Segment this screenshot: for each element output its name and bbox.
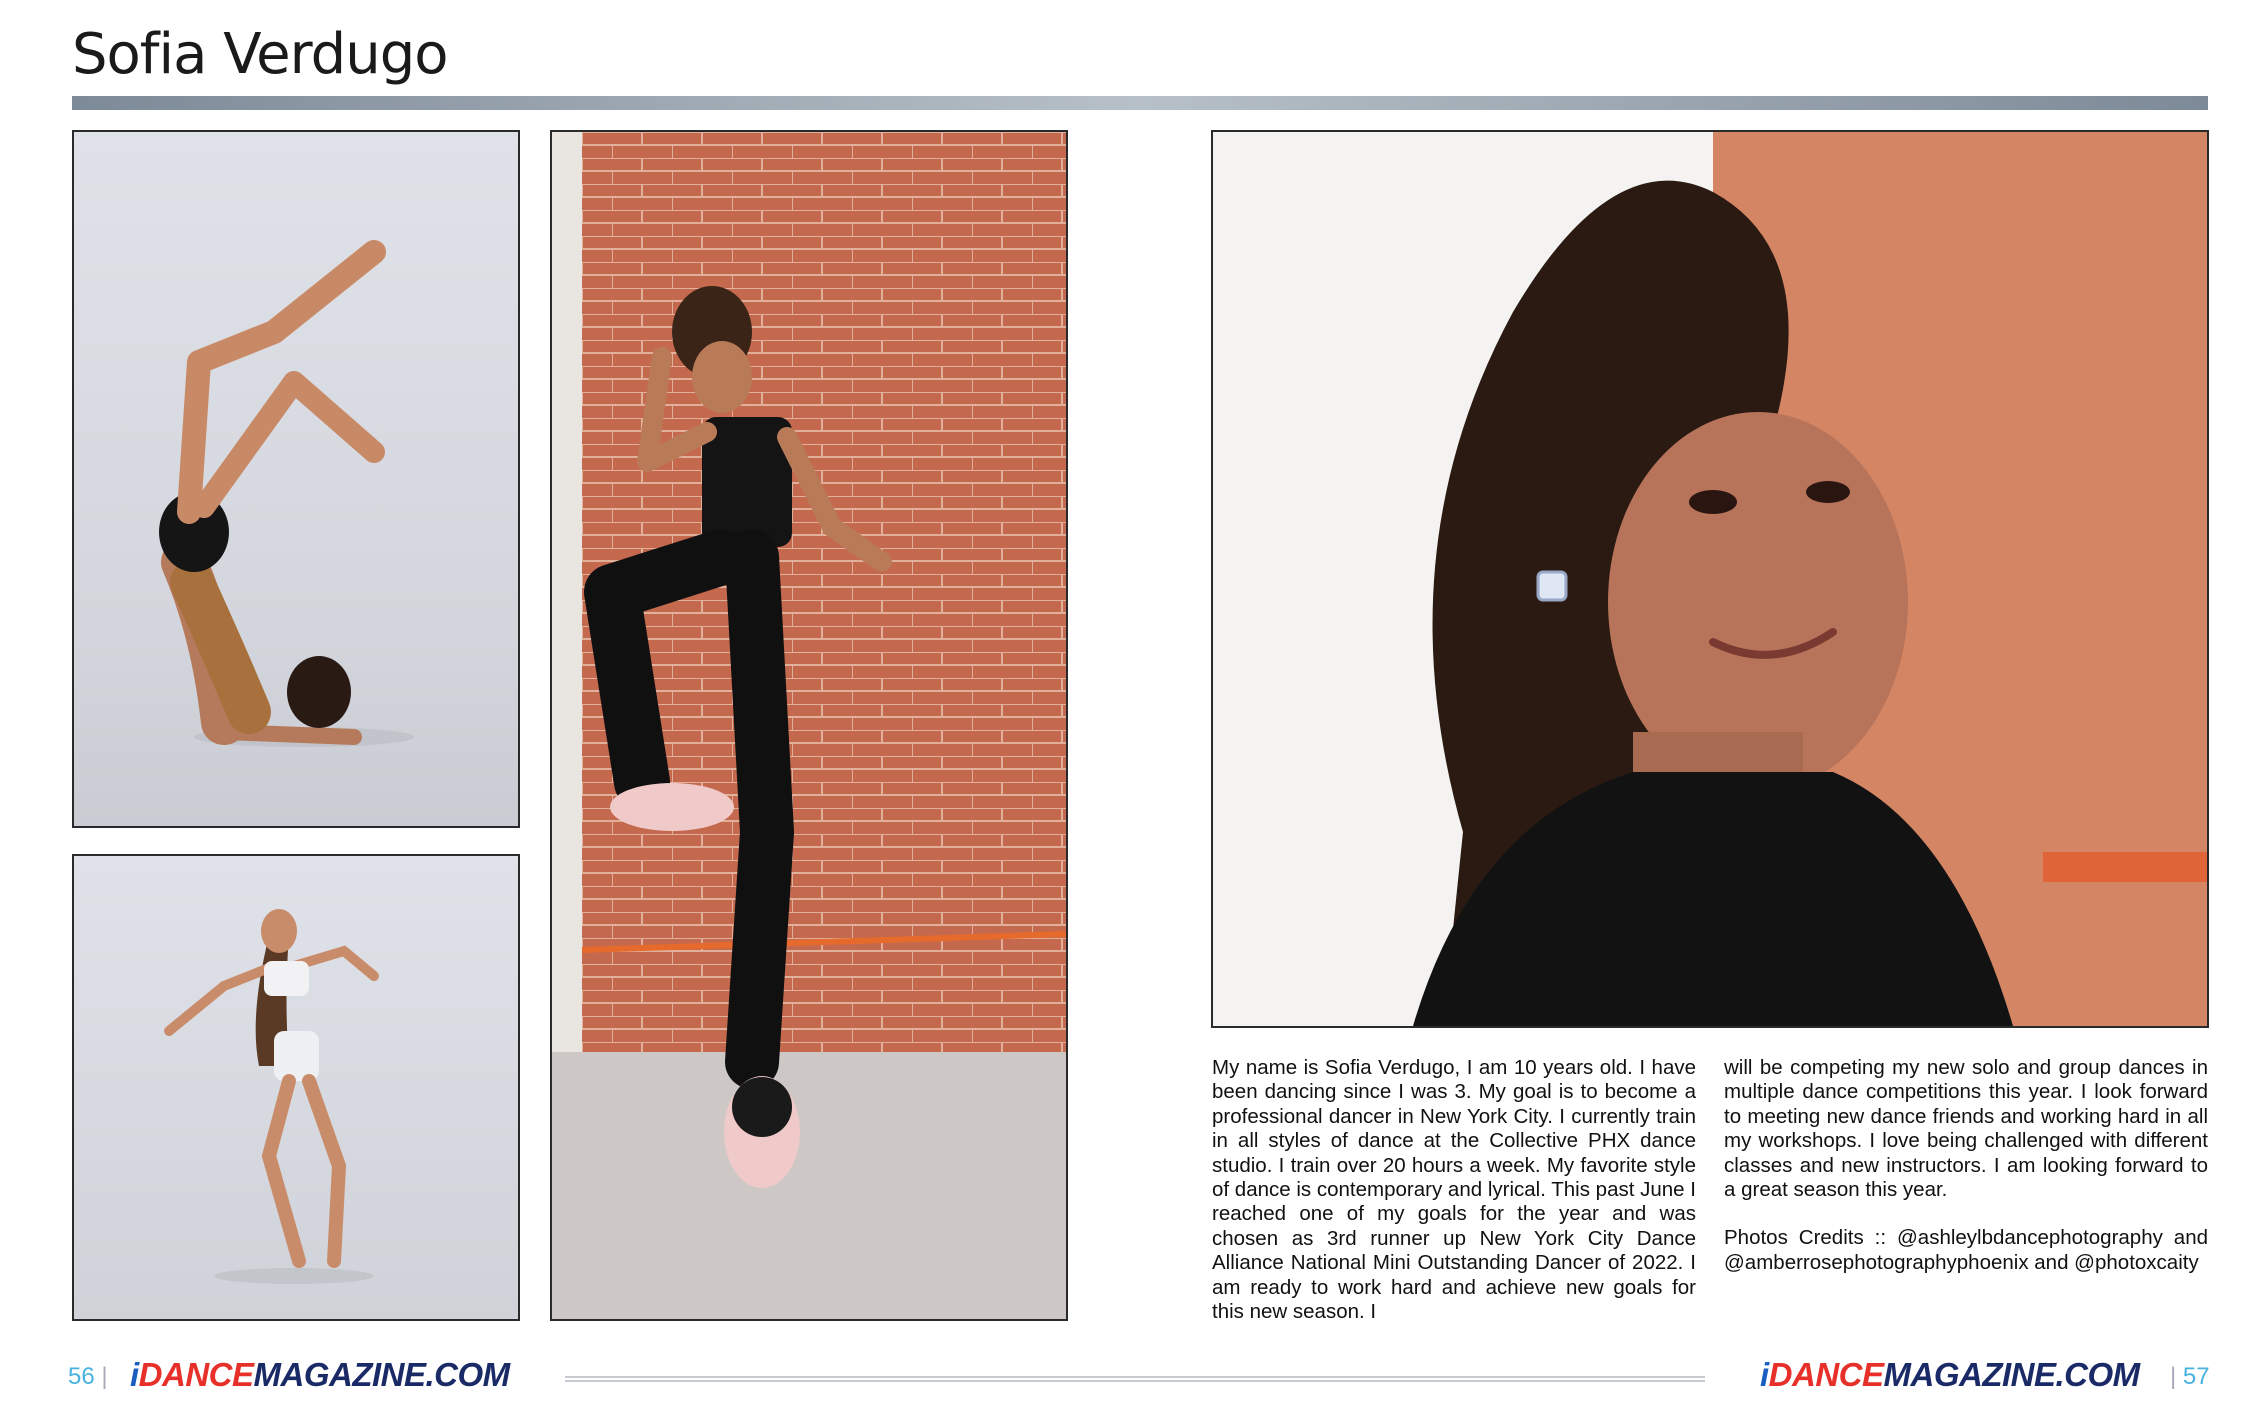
- page-number-value: 57: [2182, 1363, 2210, 1390]
- article-column-2: [1724, 1056, 2208, 1299]
- page-number-value: 56: [68, 1363, 95, 1390]
- page-number-right: [2170, 1363, 2210, 1391]
- page-title: Sofia Verdugo: [72, 22, 448, 87]
- article-paragraph: will be competing my new solo and group dances in multiple dance competitions this year. I look forward to meeting new dance friends and working hard in all my workshops. I love being challenged with different classes and new instructors. I am looking forward to a great season this year.: [1724, 1056, 2208, 1202]
- brand-dance: DANCE: [138, 1356, 254, 1393]
- title-rule: [72, 96, 2208, 110]
- brand-magazine: MAGAZINE.COM: [1883, 1356, 2140, 1393]
- pipe-separator: |: [2170, 1363, 2183, 1390]
- photo-credits: Photos Credits :: @ashleylbdancephotography and @amberrosephotographyphoenix and @photoxcaity: [1724, 1226, 2208, 1274]
- brand-dance: DANCE: [1768, 1356, 1884, 1393]
- article-paragraph: My name is Sofia Verdugo, I am 10 years old. I have been dancing since I was 3. My goal is to become a professional dancer in New York City. I currently train in all styles of dance at the Collective PHX dance studio. I train over 20 hours a week. My favorite style of dance is contemporary and lyrical. This past June I reached one of my goals for the year and was chosen as 3rd runner up New York City Dance Alliance National Mini Outstanding Dancer of 2022. I am ready to work hard and achieve new goals for this new season. I: [1212, 1056, 1696, 1324]
- footer-rule: [565, 1376, 1705, 1382]
- jump-brick-wall-photo: [550, 130, 1068, 1321]
- brand-logo-left: [130, 1356, 510, 1394]
- portrait-photo: [1211, 130, 2209, 1028]
- brand-magazine: MAGAZINE.COM: [253, 1356, 510, 1393]
- brand-i: i: [1760, 1356, 1769, 1393]
- pipe-separator: |: [94, 1363, 108, 1390]
- leap-pose-photo: [72, 854, 520, 1321]
- brand-logo-right: [1760, 1356, 2140, 1394]
- article-column-1: [1212, 1056, 1696, 1348]
- scorpion-pose-photo: [72, 130, 520, 828]
- brand-i: i: [130, 1356, 139, 1393]
- page-number-left: [68, 1363, 108, 1391]
